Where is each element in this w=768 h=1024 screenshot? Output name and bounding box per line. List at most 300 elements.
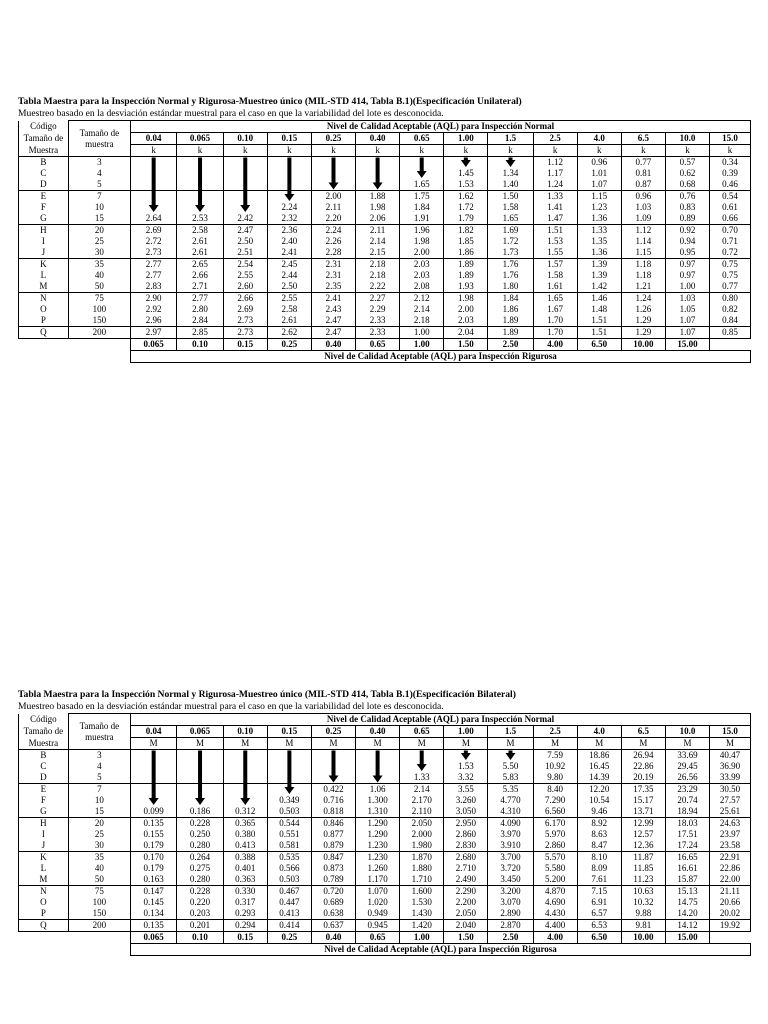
sample-code: F (19, 795, 69, 806)
table-cell: 5.570 (533, 852, 577, 864)
table-cell: 1.65 (400, 179, 444, 191)
stat-label: k (177, 145, 223, 157)
table-cell: 7.15 (577, 886, 621, 898)
table-cell: 2.04 (444, 327, 488, 339)
table-cell (223, 761, 267, 772)
table-cell: 1.45 (444, 168, 488, 179)
table-cell: 1.35 (577, 236, 621, 247)
table-cell: 0.312 (223, 806, 267, 818)
stat-label: M (533, 738, 577, 750)
aql-normal-value: 15.0 (710, 133, 751, 145)
table-cell (356, 772, 400, 784)
table-cell: 0.294 (223, 920, 267, 932)
table-cell: 0.145 (130, 897, 176, 908)
table-cell: 2.12 (400, 293, 444, 305)
table-cell: 1.51 (577, 327, 621, 339)
aql-normal-value: 2.5 (533, 726, 577, 738)
table-cell: 2.71 (177, 281, 223, 293)
table-row (19, 908, 751, 920)
table-cell: 1.51 (577, 315, 621, 327)
aql-tightened-value: 2.50 (488, 932, 533, 944)
table-cell: 2.11 (356, 225, 400, 237)
table-cell: 6.57 (577, 908, 621, 920)
table-cell: 0.637 (311, 920, 355, 932)
table-cell: 0.54 (710, 191, 751, 203)
table-cell: 2.42 (223, 213, 267, 225)
table-cell (311, 761, 355, 772)
table-cell: 2.69 (223, 304, 267, 315)
table-cell: 0.94 (665, 236, 709, 247)
table-cell (223, 772, 267, 784)
table-cell (311, 772, 355, 784)
table-cell: 0.846 (311, 818, 355, 830)
table-row (19, 761, 751, 772)
aql-tightened-value: 10.00 (621, 932, 665, 944)
table-cell: 2.47 (223, 225, 267, 237)
table-cell (177, 761, 223, 772)
table-cell: 0.293 (223, 908, 267, 920)
table-cell: 22.86 (710, 863, 751, 874)
table-row (19, 270, 751, 281)
table-row (19, 259, 751, 271)
table-cell: 0.264 (177, 852, 223, 864)
table-cell (177, 795, 223, 806)
table-cell: 0.57 (665, 157, 709, 169)
table-cell: 2.41 (311, 293, 355, 305)
table-cell: 9.80 (533, 772, 577, 784)
sample-code: C (19, 168, 69, 179)
aql-tightened-value: 4.00 (533, 339, 577, 351)
table-row (19, 213, 751, 225)
table-row (19, 920, 751, 932)
table-cell: 2.96 (130, 315, 176, 327)
aql-normal-value: 6.5 (621, 133, 665, 145)
table-cell: 0.71 (710, 236, 751, 247)
table-cell: 2.62 (267, 327, 311, 339)
table-cell: 1.41 (533, 202, 577, 213)
table-cell: 30.50 (710, 784, 751, 796)
table-cell: 1.260 (356, 863, 400, 874)
table-cell: 29.45 (665, 761, 709, 772)
sample-size: 150 (68, 908, 130, 920)
table-cell: 1.15 (621, 247, 665, 259)
table-cell: 0.85 (710, 327, 751, 339)
table-cell: 0.847 (311, 852, 355, 864)
table-cell: 0.186 (177, 806, 223, 818)
table-cell: 8.63 (577, 829, 621, 840)
stat-label: k (577, 145, 621, 157)
table-cell: 0.535 (267, 852, 311, 864)
table-cell: 4.310 (488, 806, 533, 818)
sample-size: 10 (68, 795, 130, 806)
table-cell (267, 157, 311, 169)
sample-code: O (19, 304, 69, 315)
table-cell: 2.33 (356, 315, 400, 327)
table-cell: 1.58 (533, 270, 577, 281)
sample-size: 50 (68, 281, 130, 293)
table-cell: 0.147 (130, 886, 176, 898)
table-cell: 1.18 (621, 270, 665, 281)
code-header: Muestra (19, 145, 69, 157)
table-cell: 8.92 (577, 818, 621, 830)
table-cell: 15.17 (621, 795, 665, 806)
sample-size: 4 (68, 168, 130, 179)
table-cell: 2.22 (356, 281, 400, 293)
table-cell: 2.33 (356, 327, 400, 339)
table-cell: 18.03 (665, 818, 709, 830)
sample-size: 200 (68, 327, 130, 339)
aql-normal-value: 6.5 (621, 726, 665, 738)
sample-size: 30 (68, 840, 130, 852)
table-cell (444, 750, 488, 762)
table-cell: 18.86 (577, 750, 621, 762)
table-cell (177, 191, 223, 203)
table-cell: 0.638 (311, 908, 355, 920)
stat-label: k (311, 145, 355, 157)
table-cell: 1.12 (621, 225, 665, 237)
table-cell: 1.24 (533, 179, 577, 191)
table-cell: 18.94 (665, 806, 709, 818)
table-cell (356, 168, 400, 179)
sample-code: L (19, 863, 69, 874)
table-cell: 26.94 (621, 750, 665, 762)
size-header-line: muestra (85, 138, 114, 149)
table-row (19, 818, 751, 830)
aql-normal-value: 0.10 (223, 726, 267, 738)
table-cell: 0.46 (710, 179, 751, 191)
table-row (19, 772, 751, 784)
table-cell: 20.19 (621, 772, 665, 784)
table-cell: 12.57 (621, 829, 665, 840)
table-cell: 2.050 (444, 908, 488, 920)
table-title: Tabla Maestra para la Inspección Normal y Rigurosa-Muestreo único (MIL-STD 414, Tabla B.1)(Especificación Bilateral) (18, 689, 516, 700)
table-cell (130, 191, 176, 203)
table-cell: 16.61 (665, 863, 709, 874)
table-row (19, 225, 751, 237)
table-cell: 2.47 (311, 327, 355, 339)
table-cell: 2.110 (400, 806, 444, 818)
table-cell (130, 795, 176, 806)
table-cell: 1.69 (488, 225, 533, 237)
table-row (19, 806, 751, 818)
table-cell: 0.330 (223, 886, 267, 898)
table-cell: 2.51 (223, 247, 267, 259)
table-cell: 0.97 (665, 259, 709, 271)
table-cell: 0.80 (710, 293, 751, 305)
table-cell: 23.29 (665, 784, 709, 796)
table-cell: 1.03 (665, 293, 709, 305)
table-cell: 2.73 (223, 315, 267, 327)
table-title: Tabla Maestra para la Inspección Normal y Rigurosa-Muestreo único (MIL-STD 414, Tabla B.1)(Especificación Unilateral) (18, 96, 522, 107)
table-cell (488, 157, 533, 169)
table-cell: 1.01 (577, 168, 621, 179)
table-cell: 1.170 (356, 874, 400, 886)
table-cell: 1.17 (533, 168, 577, 179)
aql-normal-value: 0.10 (223, 133, 267, 145)
aql-normal-value: 15.0 (710, 726, 751, 738)
table-cell: 2.80 (177, 304, 223, 315)
aql-normal-value: 0.065 (177, 133, 223, 145)
aql-normal-value: 0.04 (130, 133, 176, 145)
table-cell (223, 179, 267, 191)
table-cell: 1.020 (356, 897, 400, 908)
table-cell: 4.770 (488, 795, 533, 806)
table-cell: 7.59 (533, 750, 577, 762)
table-cell: 0.170 (130, 852, 176, 864)
table-cell: 3.720 (488, 863, 533, 874)
table-cell (444, 157, 488, 169)
aql-tightened-value: 10.00 (621, 339, 665, 351)
aql-tightened-value: 0.25 (267, 339, 311, 351)
table-cell: 2.950 (444, 818, 488, 830)
table-cell: 0.949 (356, 908, 400, 920)
table-cell: 2.60 (223, 281, 267, 293)
table-cell (488, 750, 533, 762)
table-cell: 0.447 (267, 897, 311, 908)
tightened-aql-header: Nivel de Calidad Aceptable (AQL) para Inspección Rigurosa (130, 351, 750, 363)
aql-tightened-value: 1.50 (444, 932, 488, 944)
table-cell: 6.53 (577, 920, 621, 932)
table-cell: 1.33 (533, 191, 577, 203)
table-cell: 0.503 (267, 874, 311, 886)
table-cell (223, 784, 267, 796)
table-cell: 1.42 (577, 281, 621, 293)
table-cell: 2.83 (130, 281, 176, 293)
stat-label: k (533, 145, 577, 157)
table-cell (311, 750, 355, 762)
table-cell (177, 202, 223, 213)
table-cell: 16.45 (577, 761, 621, 772)
table-cell: 0.72 (710, 247, 751, 259)
code-header: Tamaño de (19, 133, 69, 145)
table-cell (400, 168, 444, 179)
table-cell: 1.84 (400, 202, 444, 213)
table-cell: 1.39 (577, 259, 621, 271)
table-cell: 9.81 (621, 920, 665, 932)
stat-label: k (356, 145, 400, 157)
aql-normal-value: 4.0 (577, 133, 621, 145)
bilateral-table-block (18, 689, 751, 956)
table-cell (177, 784, 223, 796)
table-cell: 0.581 (267, 840, 311, 852)
table-row (19, 784, 751, 796)
table-cell: 27.57 (710, 795, 751, 806)
table-cell: 0.179 (130, 840, 176, 852)
table-cell: 2.66 (223, 293, 267, 305)
table-cell: 0.89 (665, 213, 709, 225)
table-cell: 0.135 (130, 818, 176, 830)
table-cell: 0.945 (356, 920, 400, 932)
table-cell: 10.54 (577, 795, 621, 806)
table-cell: 2.31 (311, 270, 355, 281)
stat-label: k (130, 145, 176, 157)
table-row (19, 852, 751, 864)
table-cell: 2.14 (400, 304, 444, 315)
table-cell: 1.09 (621, 213, 665, 225)
aql-normal-value: 10.0 (665, 726, 709, 738)
table-cell: 7.61 (577, 874, 621, 886)
table-cell: 2.31 (311, 259, 355, 271)
sample-code: Q (19, 327, 69, 339)
stat-label: M (621, 738, 665, 750)
table-cell: 14.75 (665, 897, 709, 908)
aql-tightened-value: 0.15 (223, 932, 267, 944)
table-cell: 12.20 (577, 784, 621, 796)
sample-size: 150 (68, 315, 130, 327)
stat-label: k (710, 145, 751, 157)
table-cell (267, 168, 311, 179)
aql-tightened-row (19, 932, 751, 944)
sample-code: C (19, 761, 69, 772)
tightened-aql-header: Nivel de Calidad Aceptable (AQL) para Inspección Rigurosa (130, 944, 750, 956)
table-cell: 0.82 (710, 304, 751, 315)
table-cell: 0.97 (665, 270, 709, 281)
table-cell: 1.84 (488, 293, 533, 305)
sample-size: 20 (68, 818, 130, 830)
table-cell (223, 191, 267, 203)
table-cell: 11.85 (621, 863, 665, 874)
table-cell: 1.24 (621, 293, 665, 305)
table-cell: 25.61 (710, 806, 751, 818)
aql-normal-value: 4.0 (577, 726, 621, 738)
table-cell: 0.551 (267, 829, 311, 840)
table-cell: 1.00 (400, 327, 444, 339)
table-cell: 1.710 (400, 874, 444, 886)
size-header-line: Tamaño de (79, 127, 120, 138)
aql-normal-value: 0.15 (267, 726, 311, 738)
sample-size: 40 (68, 863, 130, 874)
sample-size: 30 (68, 247, 130, 259)
table-cell: 6.170 (533, 818, 577, 830)
table-cell: 2.710 (444, 863, 488, 874)
table-cell: 2.050 (400, 818, 444, 830)
table-cell: 2.00 (311, 191, 355, 203)
table-cell: 13.71 (621, 806, 665, 818)
table-cell: 11.23 (621, 874, 665, 886)
table-cell: 9.46 (577, 806, 621, 818)
table-cell: 8.47 (577, 840, 621, 852)
table-cell: 1.89 (444, 259, 488, 271)
sample-size: 75 (68, 886, 130, 898)
size-header-line: muestra (85, 731, 114, 742)
aql-normal-value: 0.25 (311, 133, 355, 145)
table-cell: 1.88 (356, 191, 400, 203)
table-cell: 1.53 (444, 761, 488, 772)
sample-code: D (19, 179, 69, 191)
table-cell: 2.69 (130, 225, 176, 237)
sample-code: P (19, 908, 69, 920)
table-cell: 2.53 (177, 213, 223, 225)
table-cell: 2.860 (533, 840, 577, 852)
table-subtitle: Muestreo basado en la desviación estándar muestral para el caso en que la variabilidad del lote es desconocida. (18, 108, 444, 119)
table-cell: 22.86 (621, 761, 665, 772)
table-cell: 0.84 (710, 315, 751, 327)
sample-code: I (19, 829, 69, 840)
table-cell: 1.39 (577, 270, 621, 281)
sample-size: 15 (68, 806, 130, 818)
table-cell: 8.40 (533, 784, 577, 796)
table-cell: 1.870 (400, 852, 444, 864)
table-cell: 1.57 (533, 259, 577, 271)
table-cell (130, 750, 176, 762)
table-cell (267, 784, 311, 796)
table-cell: 0.70 (710, 225, 751, 237)
table-cell: 3.970 (488, 829, 533, 840)
table-cell: 0.92 (665, 225, 709, 237)
table-cell: 2.00 (444, 304, 488, 315)
table-cell: 1.05 (665, 304, 709, 315)
table-cell: 0.099 (130, 806, 176, 818)
table-cell (223, 750, 267, 762)
table-row (19, 327, 751, 339)
stat-label: k (267, 145, 311, 157)
table-cell: 2.61 (177, 236, 223, 247)
table-cell: 1.530 (400, 897, 444, 908)
table-cell: 1.12 (533, 157, 577, 169)
table-cell: 2.29 (356, 304, 400, 315)
table-cell: 2.18 (356, 270, 400, 281)
sample-size: 5 (68, 179, 130, 191)
table-cell: 0.317 (223, 897, 267, 908)
table-cell: 0.77 (710, 281, 751, 293)
table-cell: 4.400 (533, 920, 577, 932)
table-cell (223, 168, 267, 179)
table-cell: 1.46 (577, 293, 621, 305)
table-cell: 0.873 (311, 863, 355, 874)
table-cell: 7.290 (533, 795, 577, 806)
table-row (19, 247, 751, 259)
table-cell: 0.388 (223, 852, 267, 864)
table-cell: 33.69 (665, 750, 709, 762)
table-cell: 2.170 (400, 795, 444, 806)
stat-label: M (400, 738, 444, 750)
aql-tightened-row (19, 339, 751, 351)
table-cell: 3.55 (444, 784, 488, 796)
table-cell (130, 772, 176, 784)
stat-label: M (267, 738, 311, 750)
size-header-line: Tamaño de (79, 720, 120, 731)
table-cell (223, 157, 267, 169)
stat-label: M (223, 738, 267, 750)
table-cell: 1.33 (400, 772, 444, 784)
table-cell: 3.260 (444, 795, 488, 806)
table-cell: 3.910 (488, 840, 533, 852)
table-cell: 0.83 (665, 202, 709, 213)
sample-code: I (19, 236, 69, 247)
aql-tightened-value: 0.65 (356, 339, 400, 351)
size-header (68, 714, 130, 750)
table-cell: 2.15 (356, 247, 400, 259)
table-cell: 1.91 (400, 213, 444, 225)
stat-label: M (444, 738, 488, 750)
sample-size: 50 (68, 874, 130, 886)
table-cell: 3.200 (488, 886, 533, 898)
aql-normal-value: 0.25 (311, 726, 355, 738)
sample-size: 35 (68, 852, 130, 864)
table-cell: 0.75 (710, 259, 751, 271)
table-cell: 3.050 (444, 806, 488, 818)
table-cell: 1.79 (444, 213, 488, 225)
table-cell: 0.879 (311, 840, 355, 852)
table-cell: 0.413 (267, 908, 311, 920)
table-cell (130, 202, 176, 213)
header-row (19, 121, 751, 133)
table-cell: 1.51 (533, 225, 577, 237)
table-cell: 1.67 (533, 304, 577, 315)
table-cell: 0.203 (177, 908, 223, 920)
table-row (19, 750, 751, 762)
table-cell: 0.87 (621, 179, 665, 191)
